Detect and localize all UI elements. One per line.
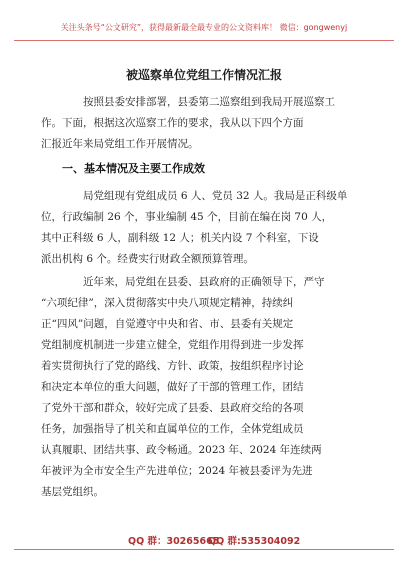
text-line: 党组制度机制进一步建立健全，党组作用得到进一步发挥: [41, 339, 304, 351]
footer: [0, 533, 408, 547]
document-title: 被巡察单位党组工作情况汇报: [125, 68, 282, 82]
qq-group-1: QQ 群：30265665: [128, 536, 220, 547]
text-line: 近年来，局党组在县委、县政府的正确领导下，严守: [83, 276, 325, 288]
text-line: 正“四风”问题，自觉遵守中央和省、市、县委有关规定: [41, 318, 294, 330]
text-line: 作。下面，根据这次巡察工作的要求，我从以下四个方面: [41, 117, 304, 129]
text-line: 基层党组织。: [41, 486, 104, 498]
text-line: 和决定本单位的重大问题，做好了干部的管理工作，团结: [41, 381, 304, 393]
text-line: 年被评为全市安全生产先进单位；2024 年被县委评为先进: [41, 465, 313, 477]
intro-paragraph: [41, 92, 346, 155]
text-line: 认真履职、团结共事、政令畅通。2023 年、2024 年连续两: [41, 444, 322, 456]
text-line: 汇报近年来局党组工作开展情况。: [41, 138, 199, 150]
text-line: 着实贯彻执行了党的路线、方针、政策，按组织程序讨论: [41, 360, 304, 372]
text-line: “六项纪律”，深入贯彻落实中央八项规定精神，持续纠: [41, 297, 294, 309]
text-line: 位，行政编制 26 个，事业编制 45 个，目前在编在岗 70 人，: [41, 211, 333, 223]
text-line: 局党组现有党组成员 6 人、党员 32 人。我局是正科级单: [83, 190, 348, 202]
text-line: 任务，加强指导了机关和直属单位的工作，全体党组成员: [41, 423, 304, 435]
text-line: 派出机构 6 个。经费实行财政全额预算管理。: [41, 253, 254, 265]
section-heading: 一、基本情况及主要工作成效: [62, 162, 205, 175]
text-line: 按照县委安排部署，县委第二巡察组到我局开展巡察工: [83, 96, 335, 108]
text-line: 其中正科级 6 人，副科级 12 人；机关内设 7 个科室，下设: [41, 232, 319, 244]
text-line: 了党外干部和群众，较好完成了县委、县政府交给的各项: [41, 402, 304, 414]
qq-group-2: QQ 群:535304092: [208, 536, 301, 547]
footer-divider: [14, 549, 394, 550]
header-divider: [14, 40, 394, 41]
achievements-paragraph: [41, 272, 346, 503]
basic-info-paragraph: [41, 186, 348, 270]
header-banner: 关注头条号“公文研究”，获得最新最全最专业的公文资料库！ 微信：gongwenyj: [60, 23, 348, 32]
